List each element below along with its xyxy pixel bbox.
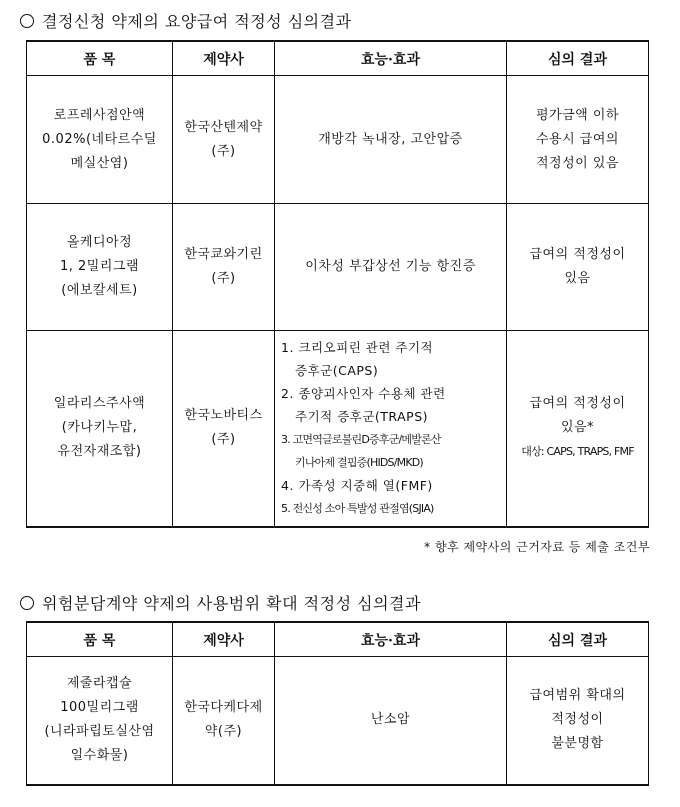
circle-bullet-icon: [20, 596, 34, 610]
section2-table: [26, 621, 649, 786]
result-cell: 급여범위 확대의 적정성이 불분명함: [507, 657, 649, 785]
company-cell: 한국쿄와기린 (주): [173, 204, 275, 331]
company-cell: 한국노바티스 (주): [173, 331, 275, 527]
indication-list-cell: 1. 크리오피린 관련 주기적 증후군(CAPS) 2. 종양괴사인자 수용체 관련 주기적 증후군(TRAPS) 3. 고면역글로불린D증후군/메발론산 키나아제 결핍증(HIDS/MKD) 4. 가족성 지중해 열(FMF) 5. 전신성 소아 특발성 관절염(SJIA): [275, 331, 507, 527]
header-result: 심의 결과: [507, 622, 649, 657]
footnote: * 향후 제약사의 근거자료 등 제출 조건부: [424, 540, 650, 554]
result-cell: 급여의 적정성이 있음: [507, 204, 649, 331]
header-company: 제약사: [173, 622, 275, 657]
circle-bullet-icon: [20, 14, 34, 28]
section1-heading: 결정신청 약제의 요양급여 적정성 심의결과: [20, 9, 352, 32]
table-header-row: [27, 622, 649, 657]
result-cell: 평가금액 이하 수용시 급여의 적정성이 있음: [507, 76, 649, 204]
header-company: 제약사: [173, 41, 275, 76]
table-row: [27, 76, 649, 204]
section1-table: [26, 40, 649, 528]
header-indication: 효능·효과: [275, 622, 507, 657]
product-cell: 제줄라캡슐 100밀리그램 (니라파립토실산염 일수화물): [27, 657, 173, 785]
company-cell: 한국다케다제 약(주): [173, 657, 275, 785]
section2-heading: 위험분담계약 약제의 사용범위 확대 적정성 심의결과: [20, 591, 421, 614]
header-product: 품 목: [27, 622, 173, 657]
product-cell: 로프레사점안액 0.02%(네타르수딜 메실산염): [27, 76, 173, 204]
table-row: [27, 657, 649, 785]
header-product: 품 목: [27, 41, 173, 76]
header-indication: 효능·효과: [275, 41, 507, 76]
indication-cell: 이차성 부갑상선 기능 항진증: [275, 204, 507, 331]
indication-cell: 난소암: [275, 657, 507, 785]
table-row: [27, 331, 649, 527]
result-cell: 급여의 적정성이 있음* 대상: CAPS, TRAPS, FMF: [507, 331, 649, 527]
table-row: [27, 204, 649, 331]
table-header-row: [27, 41, 649, 76]
header-result: 심의 결과: [507, 41, 649, 76]
indication-cell: 개방각 녹내장, 고안압증: [275, 76, 507, 204]
company-cell: 한국산텐제약 (주): [173, 76, 275, 204]
product-cell: 올케디아정 1, 2밀리그램 (에보칼세트): [27, 204, 173, 331]
product-cell: 일라리스주사액 (카나키누맙, 유전자재조합): [27, 331, 173, 527]
